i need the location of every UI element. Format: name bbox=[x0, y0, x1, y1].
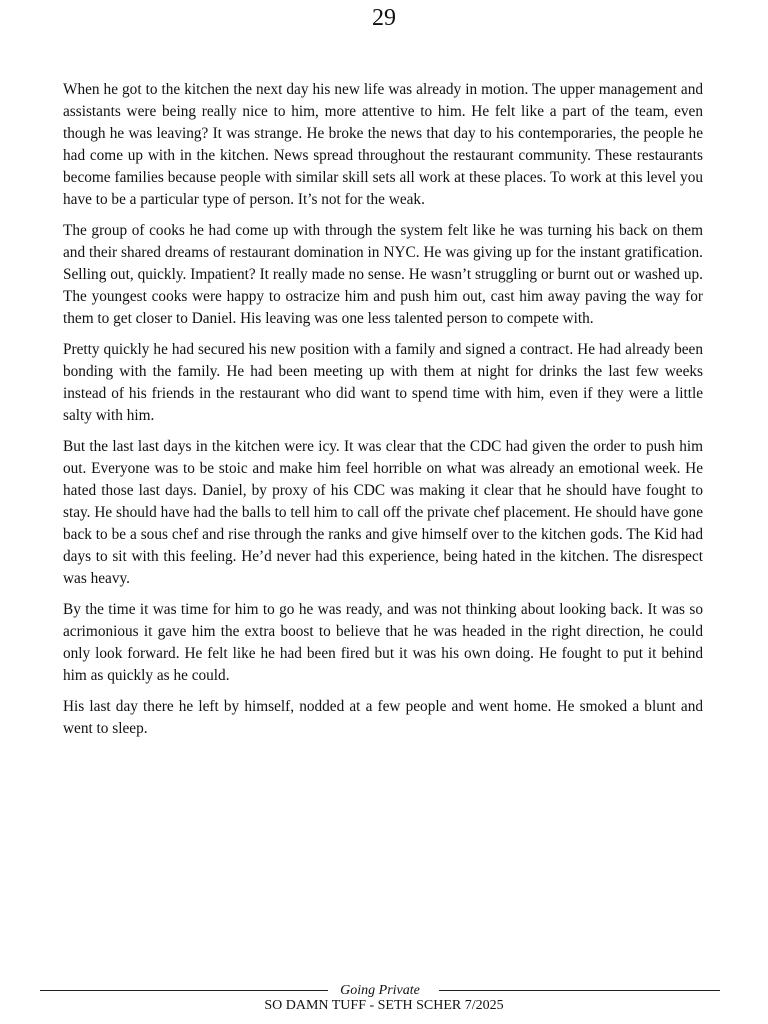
body-text bbox=[63, 79, 703, 749]
paragraph: Pretty quickly he had secured his new position with a family and signed a contract. He had already been bonding with the family. He had been meeting up with them at night for drinks the last few weeks instead of his friends in the restaurant who did want to spend time with him, even if they were a little salty with him. bbox=[63, 341, 703, 424]
paragraph: The group of cooks he had come up with through the system felt like he was turning his back on them and their shared dreams of restaurant domination in NYC. He was giving up for the instant gratification. Selling out, quickly. Impatient? It really made no sense. He wasn’t struggling or burnt out or washed up. The youngest cooks were happy to ostracize him and push him out, cast him away paving the way for them to get closer to Daniel. His leaving was one less talented person to compete with. bbox=[63, 222, 703, 327]
page-number: 29 bbox=[372, 5, 396, 31]
footer-divider-right bbox=[439, 990, 720, 991]
paragraph: But the last last days in the kitchen were icy. It was clear that the CDC had given the order to push him out. Everyone was to be stoic and make him feel horrible on what was already an emotional week. He hated those last days. Daniel, by proxy of his CDC was making it clear that he should have fought to stay. He should have had the balls to tell him to call off the private chef placement. He should have gone back to be a sous chef and rise through the ranks and give himself over to the kitchen gods. The Kid had days to sit with this feeling. He’d never had this experience, being hated in the kitchen. The disrespect was heavy. bbox=[63, 438, 703, 587]
paragraph: His last day there he left by himself, nodded at a few people and went home. He smoked a blunt and went to sleep. bbox=[63, 698, 703, 737]
footer-chapter-title: Going Private bbox=[340, 983, 420, 998]
footer-credit: SO DAMN TUFF - SETH SCHER 7/2025 bbox=[264, 998, 504, 1013]
paragraph: By the time it was time for him to go he was ready, and was not thinking about looking back. It was so acrimonious it gave him the extra boost to believe that he was headed in the right direction, he could only look forward. He felt like he had been fired but it was his own doing. He fought to put it behind him as quickly as he could. bbox=[63, 601, 703, 684]
paragraph: When he got to the kitchen the next day his new life was already in motion. The upper management and assistants were being really nice to him, more attentive to him. He felt like a part of the team, even though he was leaving? It was strange. He broke the news that day to his contemporaries, the people he had come up with in the kitchen. News spread throughout the restaurant community. These restaurants become families because people with similar skill sets all work at these places. To work at this level you have to be a particular type of person. It’s not for the weak. bbox=[63, 81, 703, 208]
